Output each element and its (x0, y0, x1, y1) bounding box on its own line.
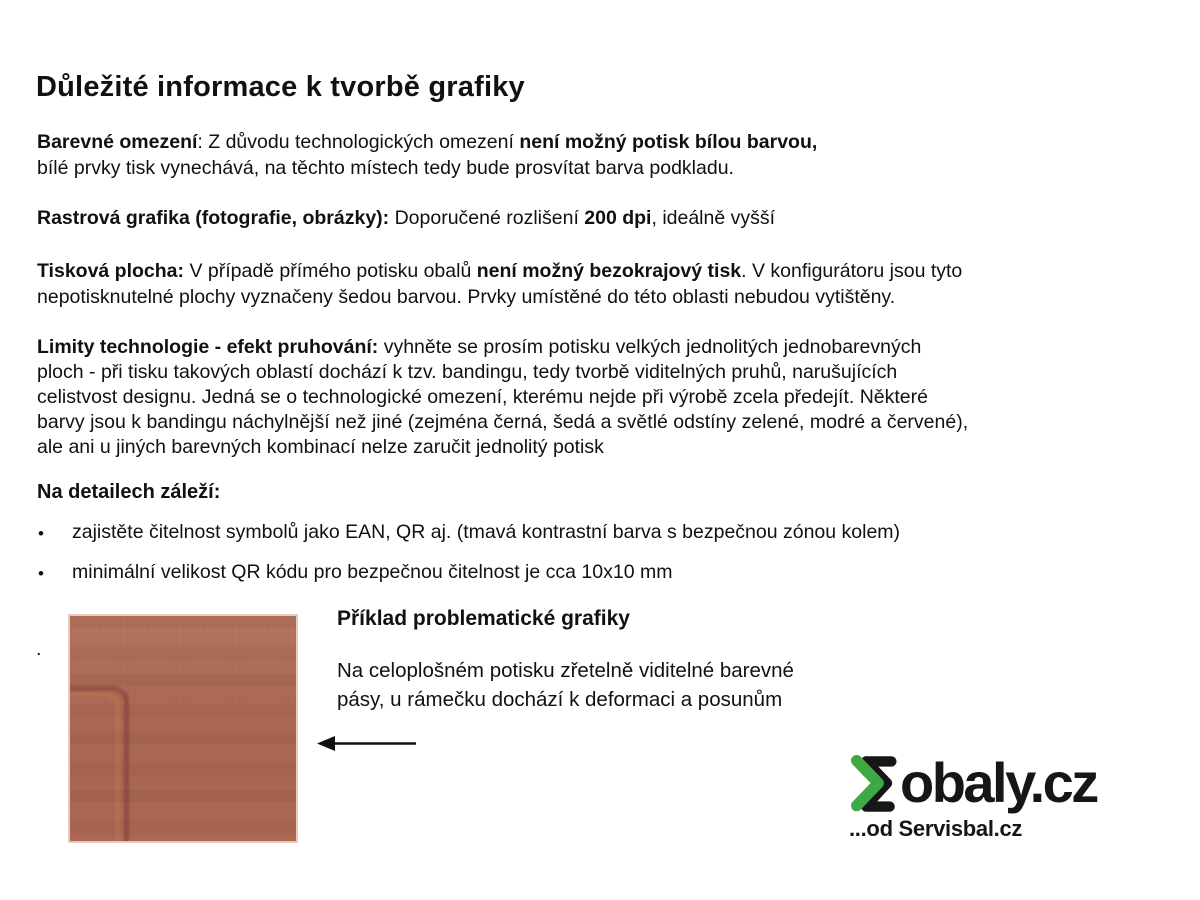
text-line: Barevné omezení: Z důvodu technologických omezení není možný potisk bílou barvou, (37, 131, 818, 153)
text-line: Limity technologie - efekt pruhování: vyhněte se prosím potisku velkých jednolitých jednobarevných (37, 336, 922, 358)
text-line: ploch - při tisku takových oblastí dochází k tzv. bandingu, tedy tvorbě viditelných pruhů, narušujících (37, 361, 898, 383)
text-line: ale ani u jiných barevných kombinací nelze zaručit jednolitý potisk (37, 436, 604, 458)
example-banding-photo (68, 614, 298, 843)
details-heading: Na detailech záleží: (37, 481, 221, 503)
paragraph-rastrova-grafika (37, 205, 775, 231)
bullet-icon: • (38, 524, 44, 543)
list-item-text: zajistěte čitelnost symbolů jako EAN, QR aj. (tmavá kontrastní barva s bezpečnou zónou kolem) (72, 521, 901, 543)
bullet-icon: • (38, 564, 44, 583)
caption-line: Na celoplošném potisku zřetelně viditelné barevné (337, 659, 794, 682)
text-line: Tisková plocha: V případě přímého potisku obalů není možný bezokrajový tisk. V konfigurátoru jsou tyto (37, 260, 963, 282)
text-line: Rastrová grafika (fotografie, obrázky): Doporučené rozlišení 200 dpi, ideálně vyšší (37, 207, 776, 229)
page-title: Důležité informace k tvorbě grafiky (36, 71, 525, 104)
paragraph-tiskova-plocha (37, 258, 962, 310)
list-item (38, 521, 900, 546)
logo-wordmark: obaly.cz (900, 751, 1097, 814)
text-line: celistvost designu. Jedná se o technologické omezení, kterému nejde při výrobě zcela předejít. Některé (37, 386, 928, 408)
list-item (38, 561, 672, 586)
left-arrow-icon (316, 734, 418, 754)
sigma-chevron-icon (848, 754, 900, 819)
text-line: barvy jsou k bandingu náchylnější než jiné (zejména černá, šedá a světlé odstíny zelené, modré a červené), (37, 411, 969, 433)
example-caption-title: Příklad problematické grafiky (337, 607, 630, 630)
list-item-text: minimální velikost QR kódu pro bezpečnou čitelnost je cca 10x10 mm (72, 561, 673, 583)
paragraph-barevne-omezeni (37, 129, 817, 181)
stray-period-text: . (36, 638, 42, 660)
eobaly-logo (848, 748, 1148, 848)
example-caption-body (337, 657, 794, 714)
caption-line: pásy, u rámečku dochází k deformaci a posunům (337, 687, 783, 711)
logo-tagline: ...od Servisbal.cz (849, 816, 1023, 841)
text-line: nepotisknutelné plochy vyznačeny šedou barvou. Prvky umístěné do této oblasti nebudou vytištěny. (37, 286, 896, 308)
text-line: bílé prvky tisk vynechává, na těchto místech tedy bude prosvítat barva podkladu. (37, 157, 734, 179)
photo-frame-line (68, 686, 129, 843)
paragraph-limity-technologie (37, 335, 968, 460)
